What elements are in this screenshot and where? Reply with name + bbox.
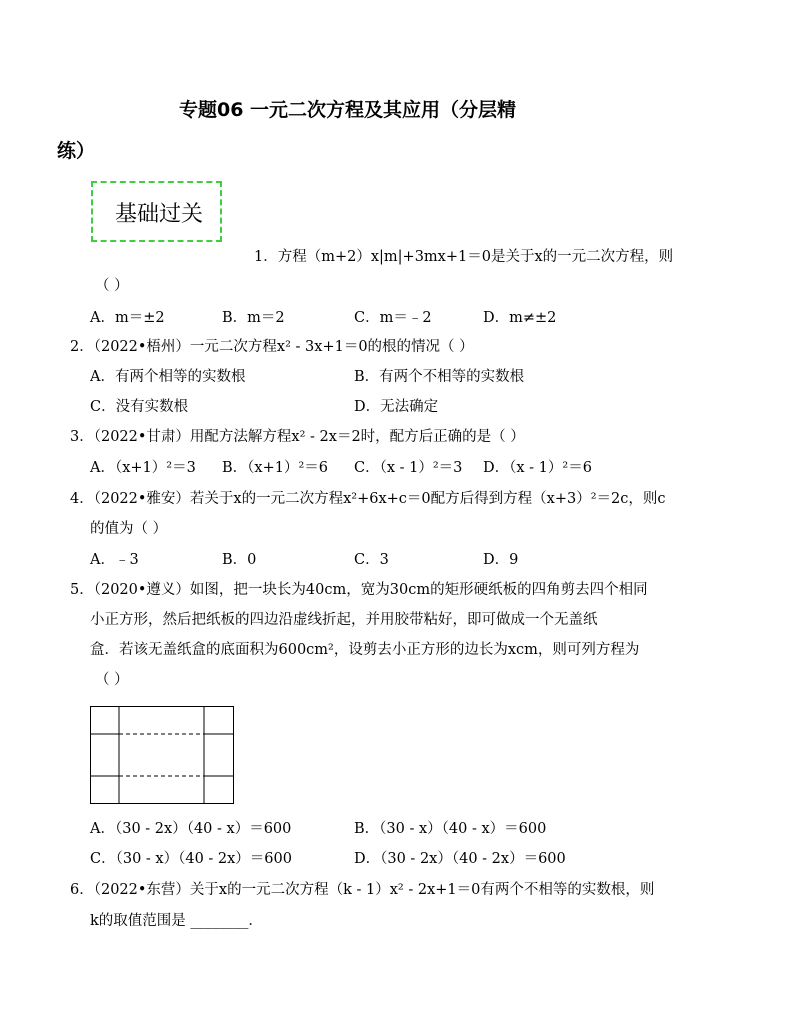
q4-option-c: C．3 xyxy=(354,552,389,568)
q3-option-d: D．（x - 1）²＝6 xyxy=(483,460,592,476)
q5-option-a: A．（30 - 2x）（40 - x）＝600 xyxy=(90,821,292,837)
q2-option-a: A．有两个相等的实数根 xyxy=(90,369,246,385)
cardboard-diagram xyxy=(90,706,236,806)
q1-line2: （ ） xyxy=(95,278,129,294)
q5-line4: （ ） xyxy=(95,672,129,688)
page-title-line1: 专题06 一元二次方程及其应用（分层精 xyxy=(179,99,517,121)
q2-line1: 2．（2022•梧州）一元二次方程x² - 3x+1＝0的根的情况（ ） xyxy=(70,339,474,355)
q4-option-b: B．0 xyxy=(222,552,257,568)
q4-option-a: A．﹣3 xyxy=(90,552,139,568)
q3-option-a: A．（x+1）²＝3 xyxy=(90,460,196,476)
outer-rectangle xyxy=(91,707,234,804)
q5-option-d: D．（30 - 2x）（40 - 2x）＝600 xyxy=(354,851,566,867)
q5-line1: 5．（2020•遵义）如图，把一块长为40cm，宽为30cm的矩形硬纸板的四角剪去四个相同 xyxy=(70,582,648,598)
section-badge-label: 基础过关 xyxy=(115,202,204,227)
q4-line2: 的值为（ ） xyxy=(90,521,168,537)
q5-option-b: B．（30 - x）（40 - x）＝600 xyxy=(354,821,547,837)
q2-option-d: D．无法确定 xyxy=(354,399,439,415)
q1-option-d: D．m≠±2 xyxy=(483,310,557,326)
q3-option-c: C．（x - 1）²＝3 xyxy=(354,460,463,476)
q2-option-b: B．有两个不相等的实数根 xyxy=(354,369,525,385)
section-badge xyxy=(91,181,222,242)
q5-line3: 盒．若该无盖纸盒的底面积为600cm²，设剪去小正方形的边长为xcm，则可列方程为 xyxy=(90,642,640,658)
q1-option-c: C．m＝﹣2 xyxy=(354,310,432,326)
q1-option-a: A．m＝±2 xyxy=(90,310,165,326)
q3-line1: 3．（2022•甘肃）用配方法解方程x² - 2x＝2时，配方后正确的是（ ） xyxy=(70,429,525,445)
q1-option-b: B．m＝2 xyxy=(222,310,285,326)
q6-line1: 6．（2022•东营）关于x的一元二次方程（k - 1）x² - 2x+1＝0有两个不相等的实数根，则 xyxy=(70,882,655,898)
q2-option-c: C．没有实数根 xyxy=(90,399,189,415)
q3-option-b: B．（x+1）²＝6 xyxy=(222,460,328,476)
q5-line2: 小正方形，然后把纸板的四边沿虚线折起，并用胶带粘好，即可做成一个无盖纸 xyxy=(90,612,598,628)
q1-line1: 1．方程（m+2）x|m|+3mx+1＝0是关于x的一元二次方程，则 xyxy=(254,249,674,265)
q4-option-d: D．9 xyxy=(483,552,519,568)
page-title-line2: 练） xyxy=(57,140,96,162)
q6-line2: k的取值范围是 ________． xyxy=(90,913,263,929)
q4-line1: 4．（2022•雅安）若关于x的一元二次方程x²+6x+c＝0配方后得到方程（x+3）²＝2c，则c xyxy=(70,491,666,507)
q5-option-c: C．（30 - x）（40 - 2x）＝600 xyxy=(90,851,292,867)
